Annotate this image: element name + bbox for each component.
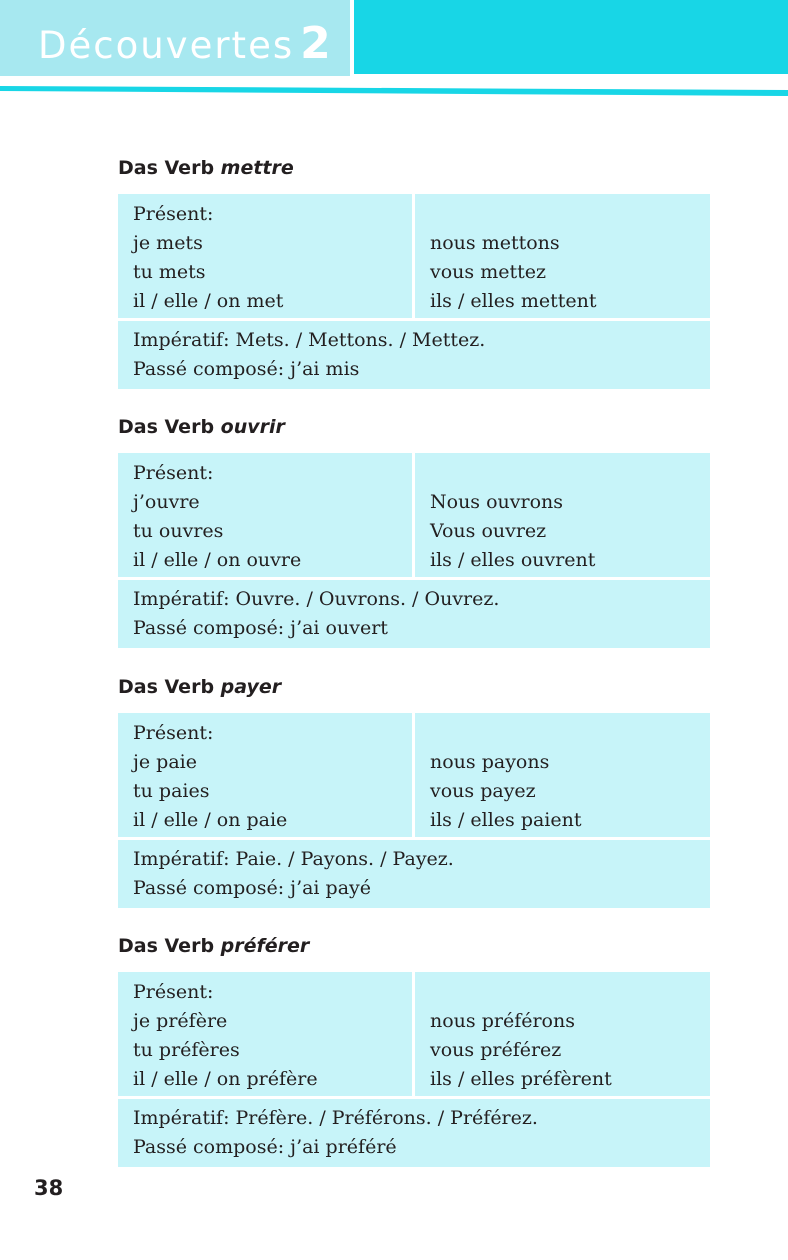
- form-2sg: tu préfères: [133, 1039, 240, 1061]
- heading-verb: mettre: [220, 157, 294, 179]
- heading-prefix: Das Verb: [118, 935, 221, 957]
- form-1sg: j’ouvre: [133, 491, 200, 513]
- section-heading: [118, 675, 710, 699]
- form-2pl: Vous ouvrez: [430, 520, 547, 542]
- form-1pl: nous préférons: [430, 1010, 575, 1032]
- imperatif-line: Impératif: Mets. / Mettons. / Mettez.: [133, 329, 486, 351]
- form-3pl: ils / elles mettent: [430, 290, 597, 312]
- imperative-row: [118, 1099, 710, 1167]
- heading-verb: payer: [220, 676, 282, 698]
- passe-compose-line: Passé composé: j’ai mis: [133, 358, 360, 380]
- singular-column: [118, 453, 412, 577]
- singular-column: [118, 713, 412, 837]
- form-1sg: je paie: [133, 751, 197, 773]
- imperative-row: [118, 840, 710, 908]
- verb-section-mettre: [118, 156, 710, 389]
- form-2pl: vous préférez: [430, 1039, 562, 1061]
- imperatif-line: Impératif: Préfère. / Préférons. / Préférez.: [133, 1107, 538, 1129]
- passe-compose-line: Passé composé: j’ai ouvert: [133, 617, 388, 639]
- page-number: 38: [34, 1176, 64, 1200]
- imperative-row: [118, 580, 710, 648]
- form-1sg: je mets: [133, 232, 203, 254]
- present-row: [118, 713, 710, 837]
- plural-column: [412, 972, 710, 1096]
- section-heading: [118, 934, 710, 958]
- form-3sg: il / elle / on ouvre: [133, 549, 302, 571]
- present-row: [118, 453, 710, 577]
- form-3pl: ils / elles ouvrent: [430, 549, 596, 571]
- heading-verb: ouvrir: [220, 416, 285, 438]
- page-header: [0, 0, 788, 100]
- singular-column: [118, 194, 412, 318]
- plural-column: [412, 453, 710, 577]
- verb-section-payer: [118, 675, 710, 908]
- form-2sg: tu ouvres: [133, 520, 224, 542]
- verb-section-preferer: [118, 934, 710, 1167]
- present-label: Présent:: [133, 722, 214, 744]
- imperative-row: [118, 321, 710, 389]
- imperatif-line: Impératif: Ouvre. / Ouvrons. / Ouvrez.: [133, 588, 500, 610]
- form-3pl: ils / elles paient: [430, 809, 582, 831]
- book-volume-number: 2: [300, 18, 333, 69]
- heading-verb: préférer: [220, 935, 310, 957]
- header-accent-block: [354, 0, 788, 74]
- form-2pl: vous payez: [430, 780, 536, 802]
- form-2sg: tu paies: [133, 780, 210, 802]
- present-row: [118, 194, 710, 318]
- conjugation-table: [118, 972, 710, 1167]
- form-1pl: nous mettons: [430, 232, 560, 254]
- section-heading: [118, 156, 710, 180]
- singular-column: [118, 972, 412, 1096]
- form-3pl: ils / elles préfèrent: [430, 1068, 612, 1090]
- form-3sg: il / elle / on préfère: [133, 1068, 318, 1090]
- form-2pl: vous mettez: [430, 261, 546, 283]
- imperatif-line: Impératif: Paie. / Payons. / Payez.: [133, 848, 454, 870]
- passe-compose-line: Passé composé: j’ai préféré: [133, 1136, 397, 1158]
- book-title-text: Découvertes: [38, 24, 295, 67]
- conjugation-table: [118, 194, 710, 389]
- heading-prefix: Das Verb: [118, 157, 221, 179]
- form-3sg: il / elle / on paie: [133, 809, 288, 831]
- form-3sg: il / elle / on met: [133, 290, 284, 312]
- form-1pl: Nous ouvrons: [430, 491, 564, 513]
- plural-column: [412, 713, 710, 837]
- form-1sg: je préfère: [133, 1010, 228, 1032]
- present-label: Présent:: [133, 203, 214, 225]
- conjugation-table: [118, 713, 710, 908]
- plural-column: [412, 194, 710, 318]
- header-underline: [0, 80, 788, 96]
- conjugation-table: [118, 453, 710, 648]
- section-heading: [118, 415, 710, 439]
- verb-section-ouvrir: [118, 415, 710, 648]
- form-2sg: tu mets: [133, 261, 206, 283]
- present-label: Présent:: [133, 981, 214, 1003]
- present-row: [118, 972, 710, 1096]
- heading-prefix: Das Verb: [118, 416, 221, 438]
- book-title: [38, 18, 333, 69]
- form-1pl: nous payons: [430, 751, 550, 773]
- present-label: Présent:: [133, 462, 214, 484]
- heading-prefix: Das Verb: [118, 676, 221, 698]
- passe-compose-line: Passé composé: j’ai payé: [133, 877, 372, 899]
